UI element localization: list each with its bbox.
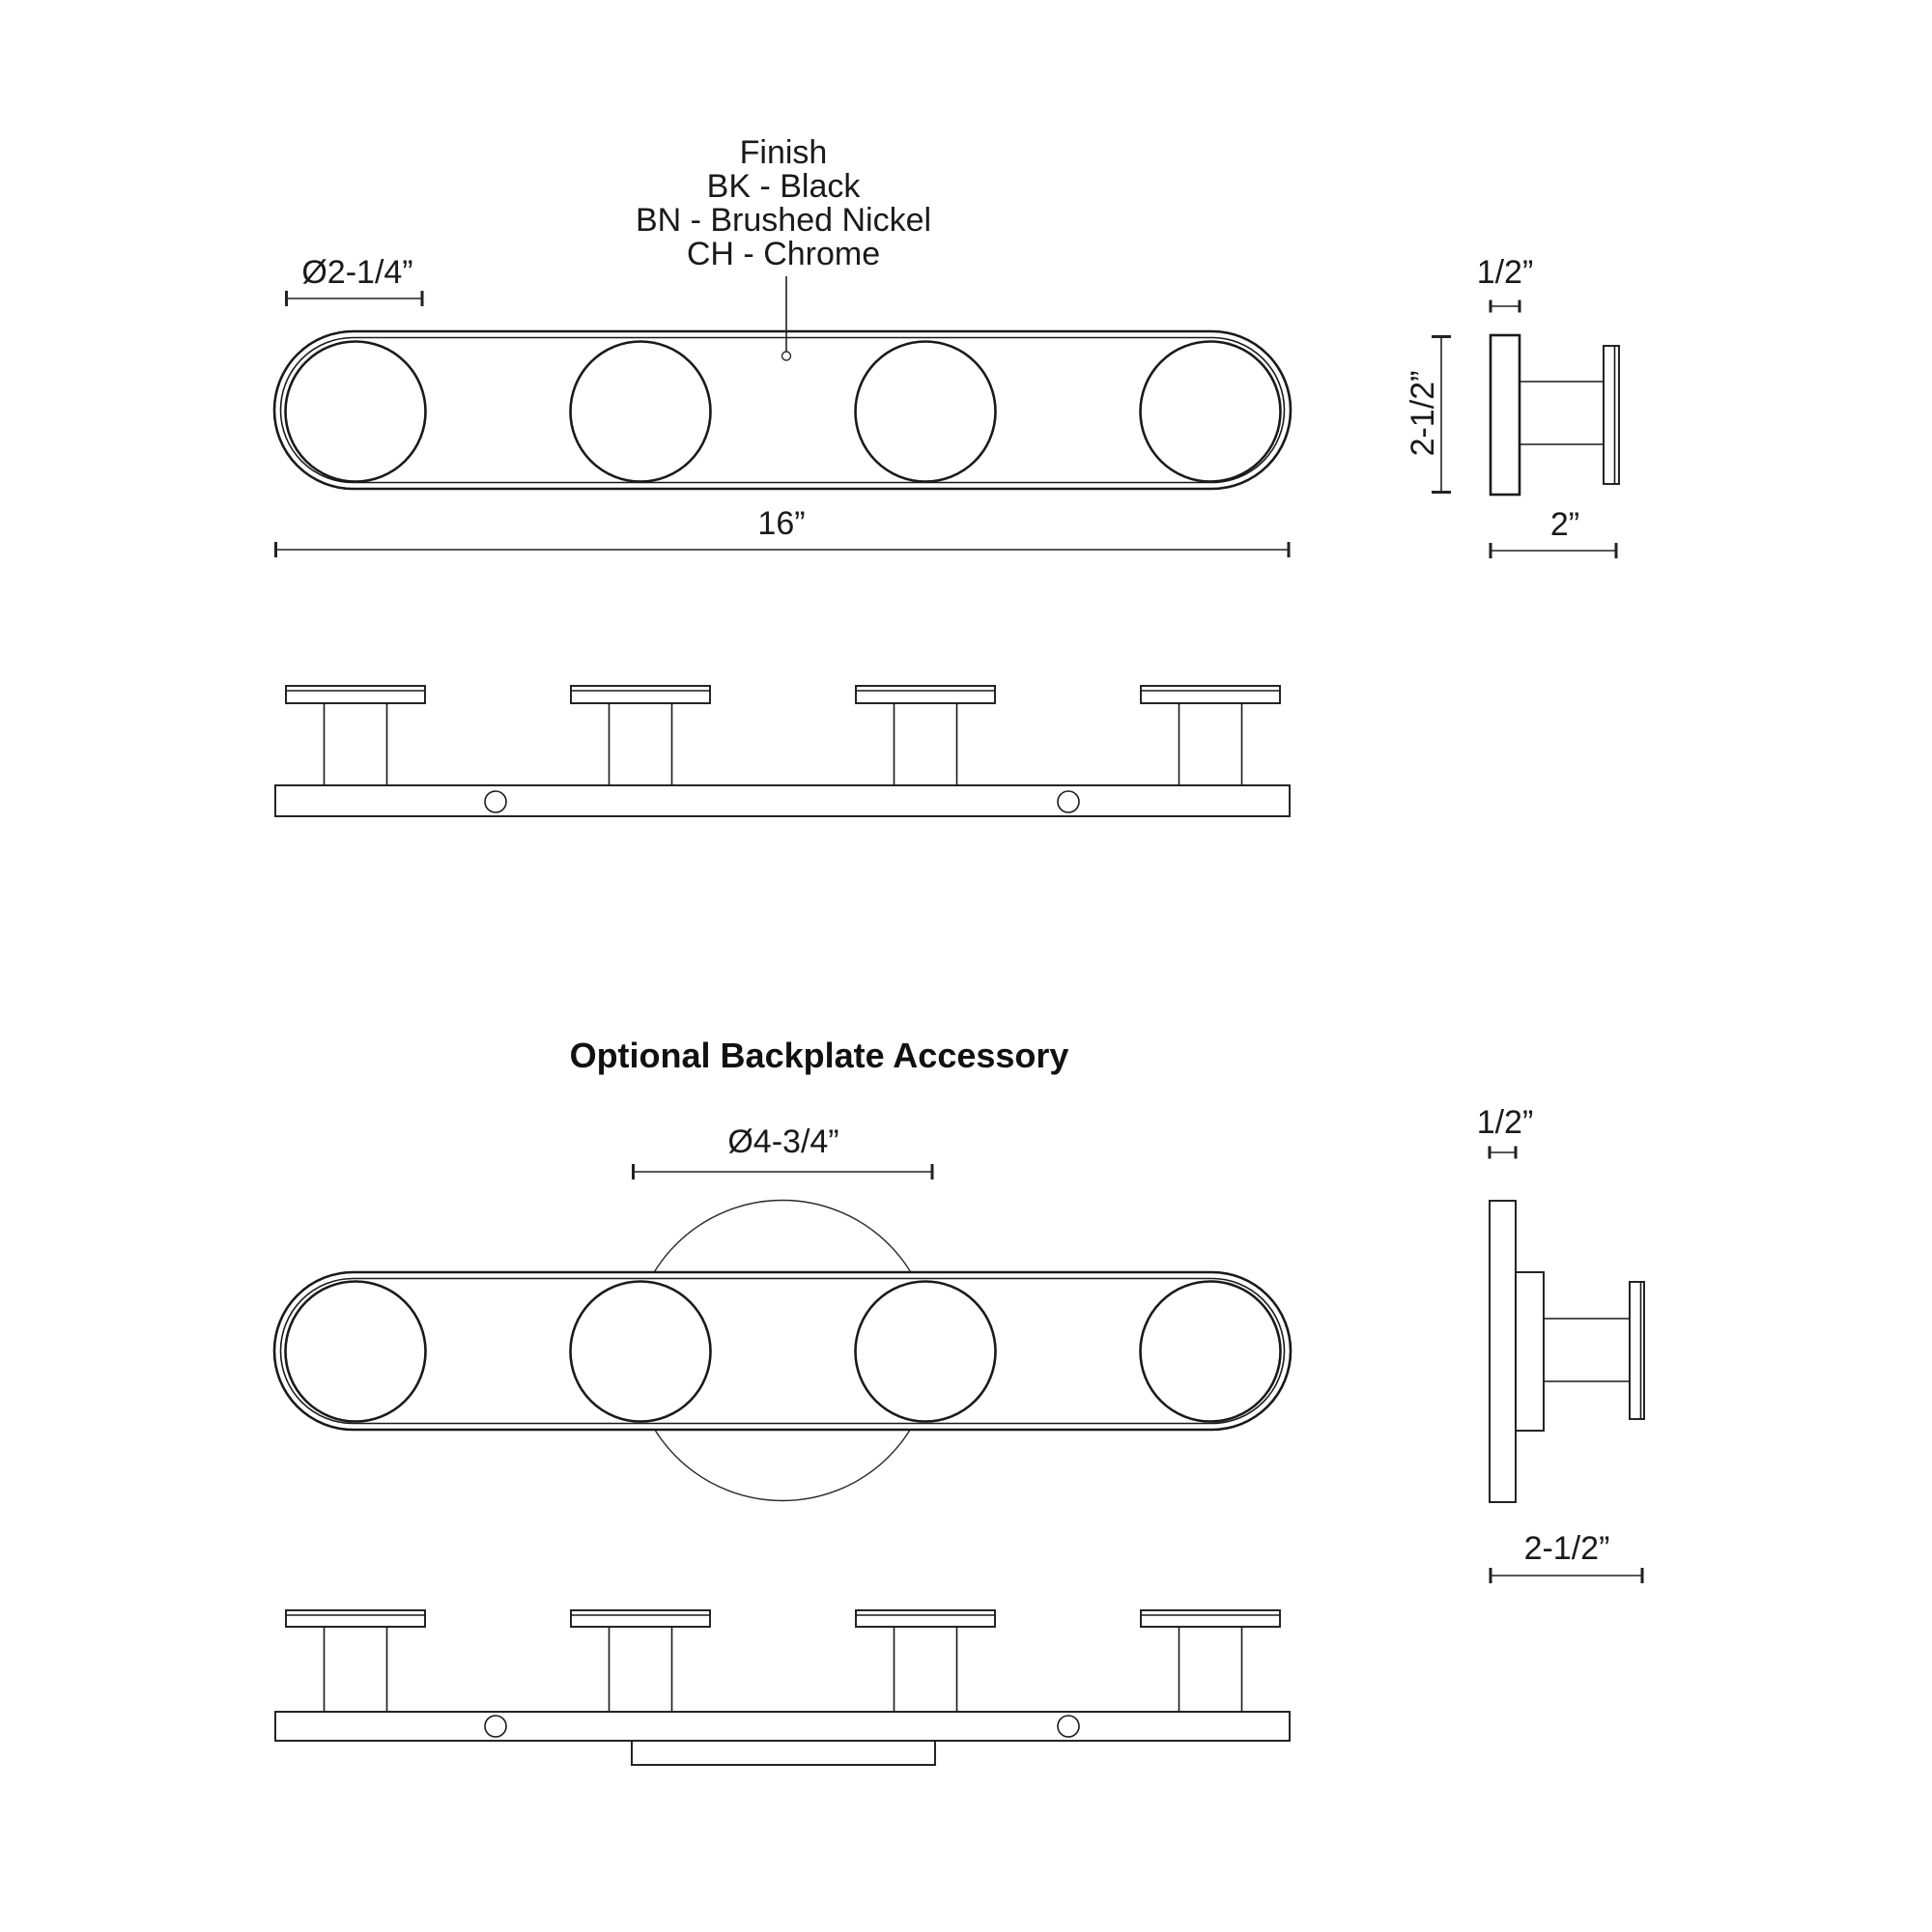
finish-option-ch: CH - Chrome: [686, 236, 881, 272]
knob-cap: [286, 1610, 425, 1627]
section-title: Optional Backplate Accessory: [569, 1036, 1069, 1075]
dim-fixture-height-label: 2-1/2”: [1405, 370, 1441, 457]
knob-cap: [571, 1610, 710, 1627]
dim-accessory-diameter-label: Ø4-3/4”: [727, 1123, 839, 1160]
finish-legend: [636, 134, 931, 272]
bottom-view-accessory: [275, 1610, 1290, 1765]
knob-cap: [286, 686, 425, 703]
knob-cap: [1141, 686, 1280, 703]
mounting-bar: [275, 1712, 1290, 1741]
bottom-view-standard: [275, 686, 1290, 816]
dim-accessory-total-depth-label: 2-1/2”: [1523, 1530, 1610, 1567]
dim-fixture-length-label: 16”: [757, 505, 806, 542]
front-view-standard: [274, 254, 1291, 557]
mounting-bar: [275, 785, 1290, 816]
side-knob-disc: [1604, 346, 1619, 484]
dim-knob-diameter-label: Ø2-1/4”: [301, 254, 413, 291]
finish-legend-heading: Finish: [739, 134, 828, 171]
side-knob-disc: [1630, 1282, 1644, 1419]
knob-cap: [856, 1610, 995, 1627]
side-view-accessory: [1477, 1104, 1644, 1583]
finish-option-bk: BK - Black: [706, 168, 861, 205]
side-backplate: [1490, 1201, 1516, 1502]
backplate-edge: [632, 1739, 935, 1765]
knob-cap: [856, 686, 995, 703]
knob-cap: [1141, 1610, 1280, 1627]
fixture-body-outline: [274, 1272, 1291, 1430]
dim-plate-thickness-label: 1/2”: [1476, 254, 1534, 291]
side-mounting-bar: [1516, 1272, 1544, 1431]
dim-fixture-depth-label: 2”: [1549, 506, 1580, 543]
front-view-accessory: [274, 1123, 1291, 1501]
side-mounting-bar: [1491, 335, 1520, 495]
knob-cap: [571, 686, 710, 703]
dim-accessory-plate-thickness-label: 1/2”: [1476, 1104, 1534, 1141]
finish-option-bn: BN - Brushed Nickel: [635, 202, 932, 239]
side-view-standard: [1405, 254, 1619, 558]
